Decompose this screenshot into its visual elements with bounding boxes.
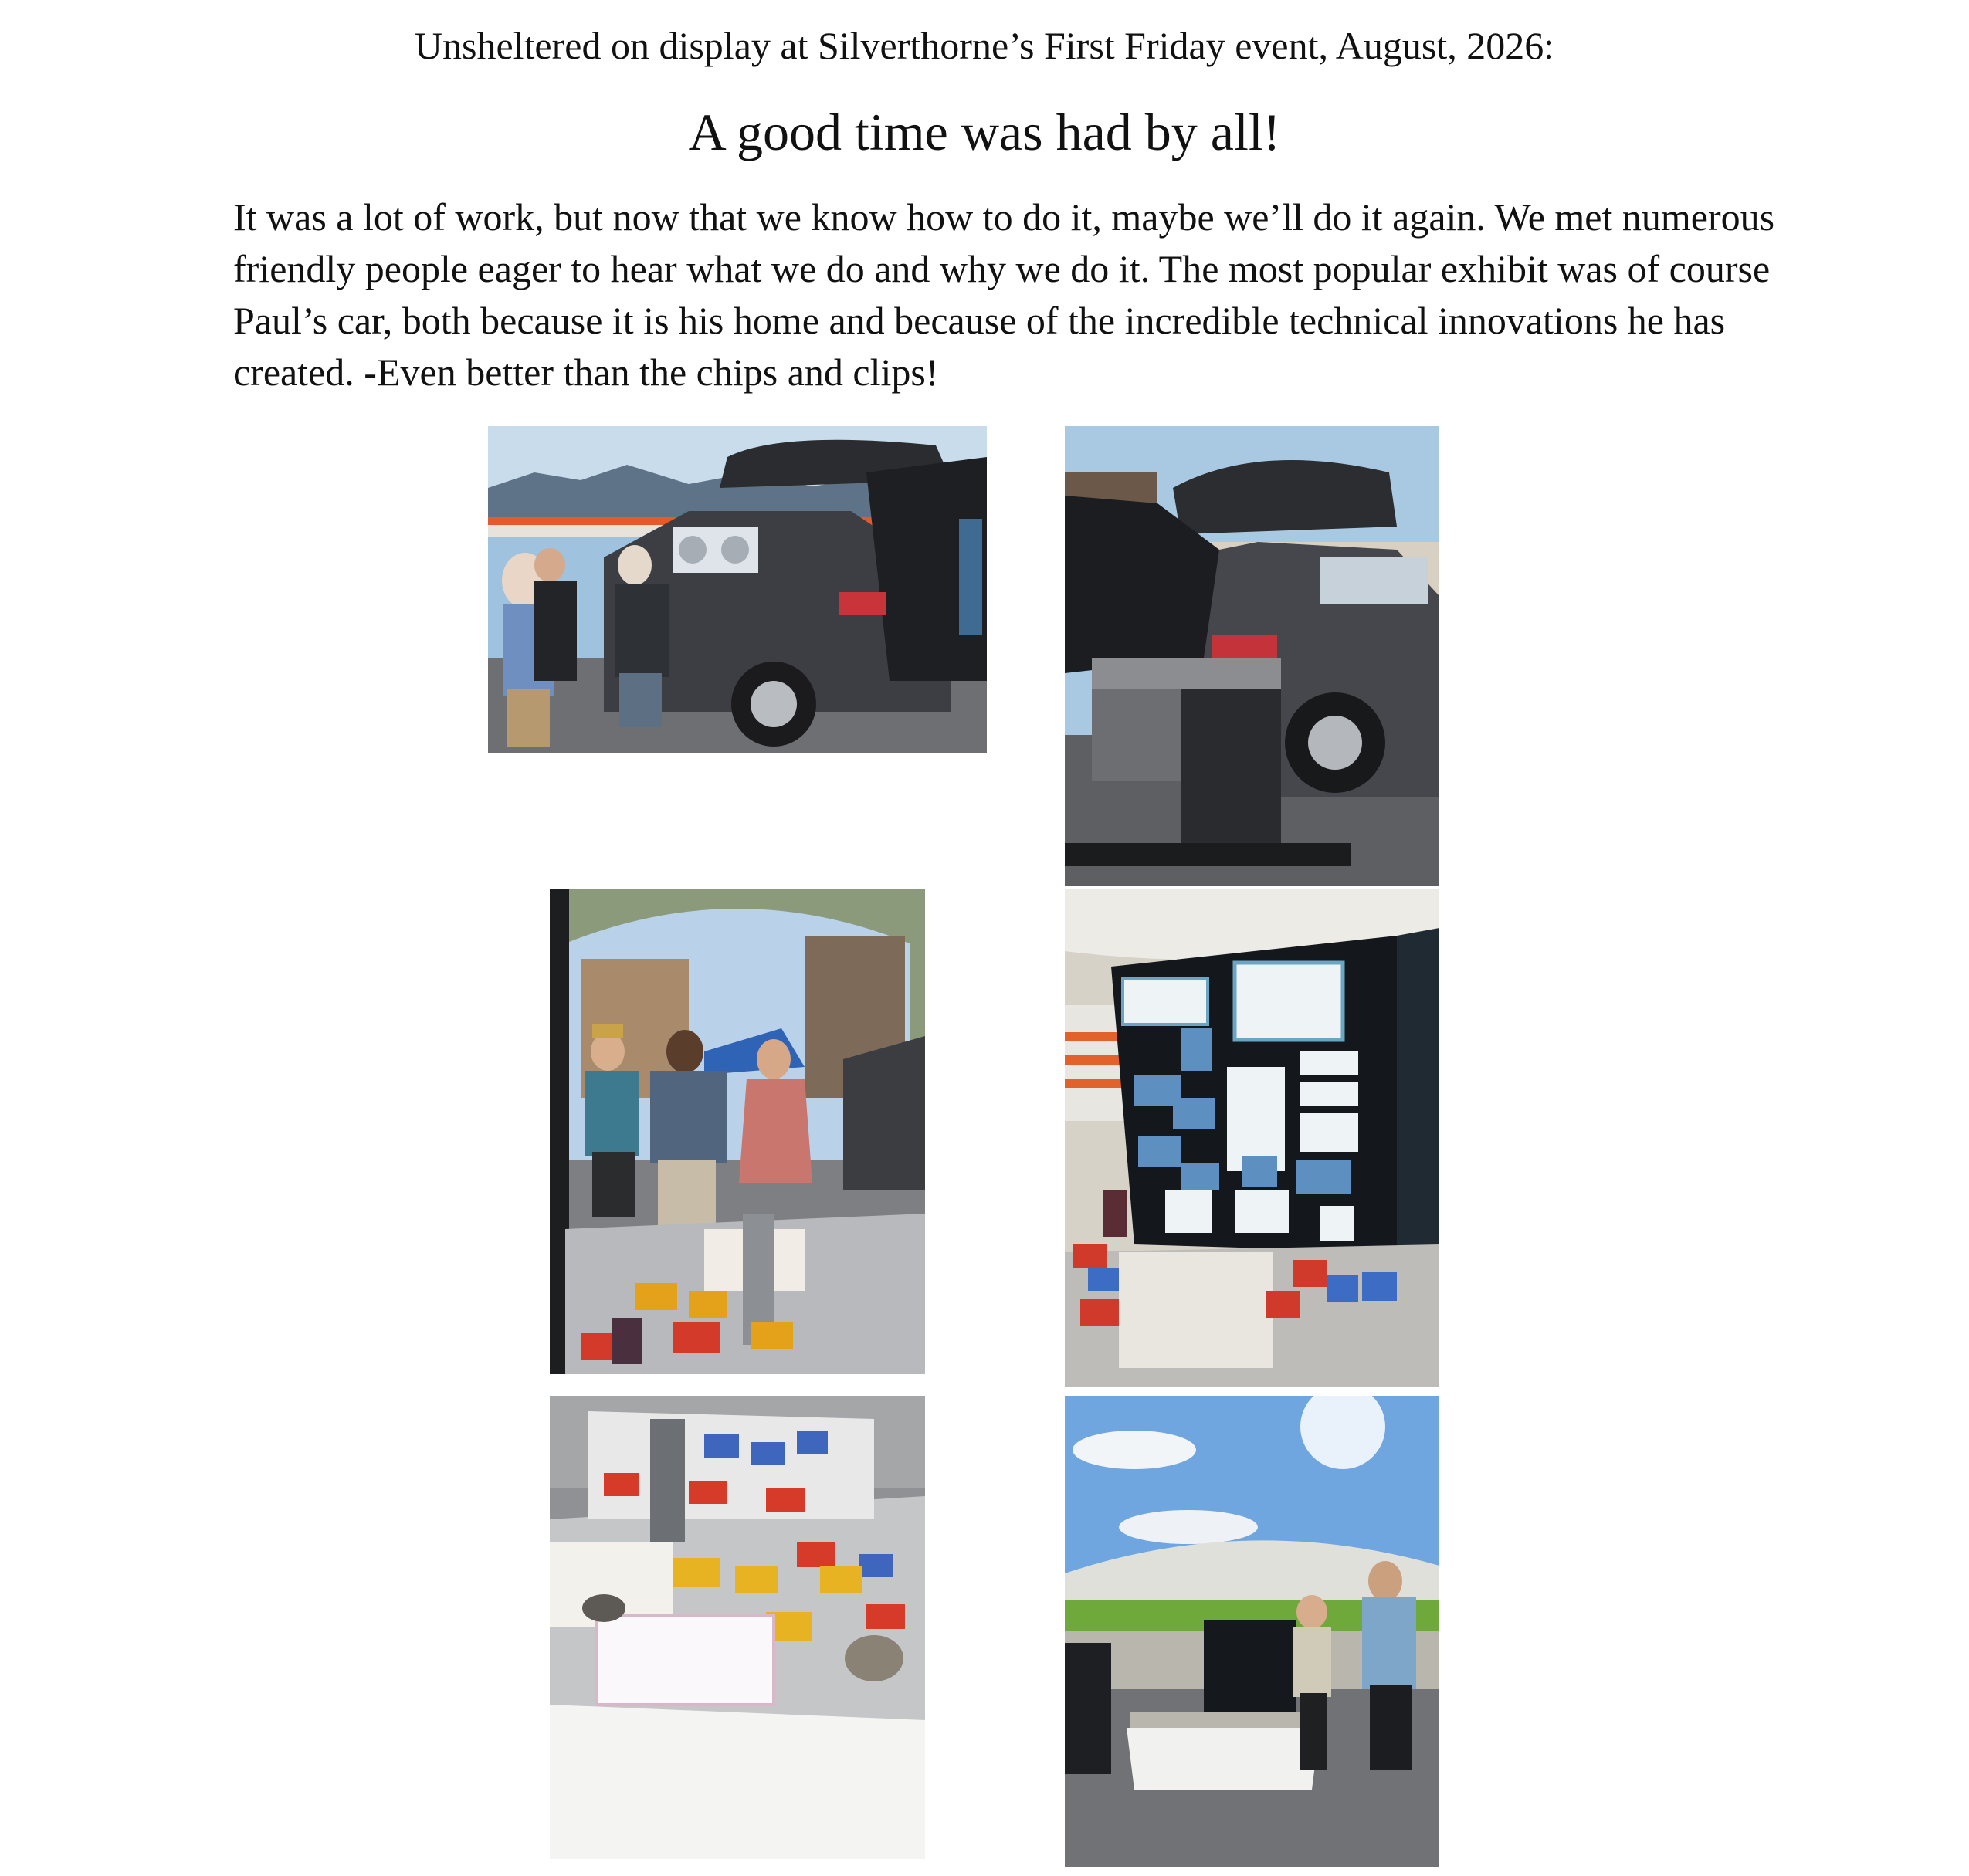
photo-booth-wide [1065,1396,1439,1867]
photo-table-closeup [550,1396,925,1859]
photo-suv-conversation [488,426,987,753]
photo-suv-rear [1065,426,1439,886]
document-subtitle: Unsheltered on display at Silverthorne’s First Friday event, August, 2026: [414,24,1555,67]
document-paragraph: It was a lot of work, but now that we know how to do it, maybe we’ll do it again. We met numerous friendly people eager to hear what we do and why we do it. The most popular exhibit was of course Paul’s car, both because it is his home and because of the incredible technical innovations he has created. -Even better than the chips and clips! [233,195,1775,394]
document-heading: A good time was had by all! [688,103,1281,161]
photo-display-board [1065,889,1439,1387]
photo-tent-visitors [550,889,925,1374]
